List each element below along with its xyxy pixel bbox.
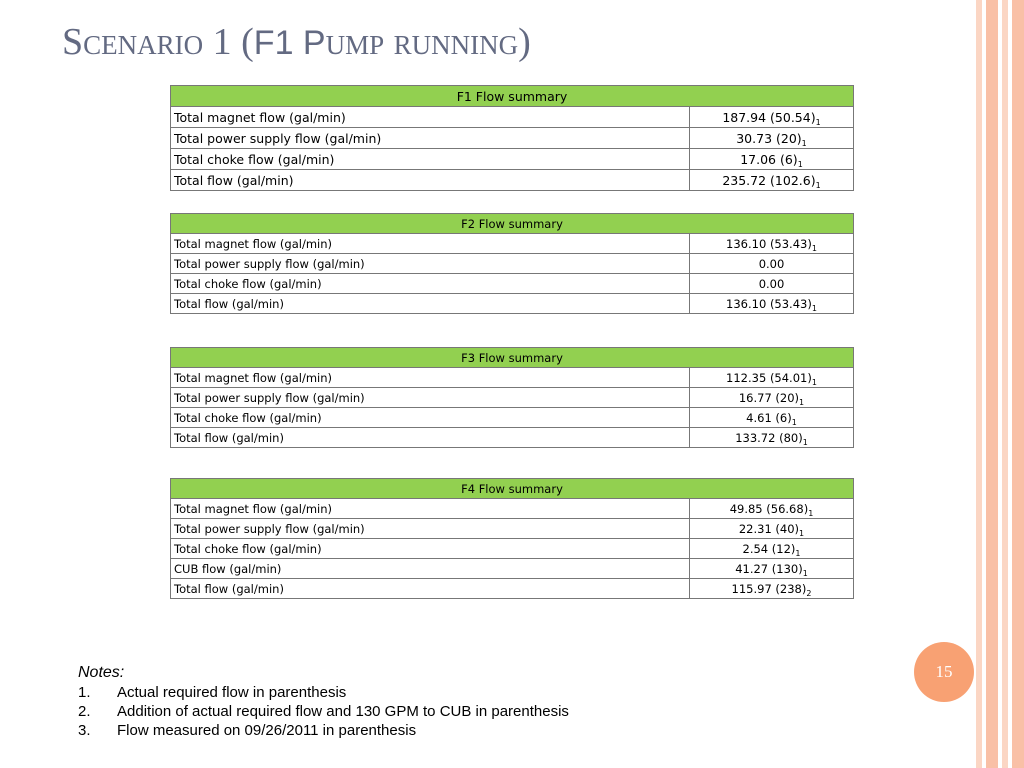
note-item: [78, 722, 569, 739]
row-value: 30.73 (20): [736, 130, 802, 146]
table-row: [171, 107, 854, 128]
slide-title: [62, 20, 531, 64]
stripe: [986, 0, 998, 768]
table-row: [171, 428, 854, 448]
note-text: Actual required flow in parenthesis: [117, 684, 347, 701]
row-value-cell: [690, 519, 854, 539]
row-value-cell: [690, 107, 854, 128]
footnote-ref: 1: [795, 548, 801, 558]
footnote-ref: 1: [799, 528, 805, 538]
table-header-row: [171, 348, 854, 368]
table-header-row: [171, 479, 854, 499]
notes-section: [78, 664, 569, 741]
row-value: 187.94 (50.54): [722, 109, 816, 125]
row-value-cell: [690, 559, 854, 579]
notes-title: Notes:: [78, 664, 125, 681]
footnote-ref: 1: [802, 568, 808, 578]
row-value: 41.27 (130): [735, 561, 803, 576]
table-header: F1 Flow summary: [171, 86, 854, 107]
table-header: F4 Flow summary: [171, 479, 854, 499]
row-value-cell: [690, 499, 854, 519]
footnote-ref: 1: [811, 243, 817, 253]
row-label: CUB flow (gal/min): [171, 559, 690, 579]
row-value: 0.00: [758, 276, 785, 291]
note-item: [78, 703, 569, 720]
table-row: [171, 499, 854, 519]
title-part: F1 P: [253, 24, 326, 62]
row-label: Total flow (gal/min): [171, 428, 690, 448]
table-header: F3 Flow summary: [171, 348, 854, 368]
title-part: Scenario 1 (: [62, 21, 254, 63]
decorative-stripes: [976, 0, 1024, 768]
table-row: [171, 579, 854, 599]
row-value-cell: [690, 539, 854, 559]
row-label: Total choke flow (gal/min): [171, 408, 690, 428]
row-value-cell: [690, 579, 854, 599]
row-value-cell: [690, 294, 854, 314]
row-value-cell: [690, 408, 854, 428]
row-value-cell: [690, 254, 854, 274]
row-value: 17.06 (6): [740, 151, 798, 167]
footnote-ref: 1: [815, 117, 821, 127]
footnote-ref: 1: [797, 159, 803, 169]
row-label: Total power supply flow (gal/min): [171, 128, 690, 149]
note-text: Addition of actual required flow and 130 GPM to CUB in parenthesis: [117, 703, 569, 720]
row-value: 136.10 (53.43): [726, 236, 812, 251]
row-value: 2.54 (12): [742, 541, 796, 556]
row-label: Total magnet flow (gal/min): [171, 368, 690, 388]
row-label: Total flow (gal/min): [171, 294, 690, 314]
stripe: [1002, 0, 1008, 768]
row-value: 0.00: [758, 256, 785, 271]
notes-list: [78, 684, 569, 739]
f1-flow-summary-table: [170, 85, 854, 191]
note-text: Flow measured on 09/26/2011 in parenthesis: [117, 722, 417, 739]
table-row: [171, 559, 854, 579]
table-row: [171, 519, 854, 539]
row-label: Total flow (gal/min): [171, 170, 690, 191]
page-number: 15: [935, 662, 953, 681]
page-number-badge: [914, 642, 974, 702]
row-value: 4.61 (6): [746, 410, 792, 425]
footnote-ref: 1: [811, 377, 817, 387]
footnote-ref: 1: [808, 508, 814, 518]
row-label: Total magnet flow (gal/min): [171, 107, 690, 128]
stripe: [976, 0, 982, 768]
row-value-cell: [690, 149, 854, 170]
stripe: [1012, 0, 1024, 768]
row-value: 115.97 (238): [731, 581, 807, 596]
table-row: [171, 234, 854, 254]
note-number: 3.: [78, 722, 91, 739]
f2-flow-summary-table: [170, 213, 854, 314]
table-row: [171, 368, 854, 388]
row-value-cell: [690, 368, 854, 388]
row-label: Total flow (gal/min): [171, 579, 690, 599]
row-value: 112.35 (54.01): [726, 370, 812, 385]
table-row: [171, 274, 854, 294]
row-value: 133.72 (80): [735, 430, 803, 445]
footnote-ref: 1: [799, 397, 805, 407]
table-row: [171, 388, 854, 408]
table-row: [171, 254, 854, 274]
row-label: Total power supply flow (gal/min): [171, 519, 690, 539]
row-label: Total power supply flow (gal/min): [171, 254, 690, 274]
table-row: [171, 539, 854, 559]
table-row: [171, 128, 854, 149]
row-label: Total magnet flow (gal/min): [171, 234, 690, 254]
row-label: Total choke flow (gal/min): [171, 539, 690, 559]
row-value-cell: [690, 170, 854, 191]
row-value-cell: [690, 388, 854, 408]
row-label: Total power supply flow (gal/min): [171, 388, 690, 408]
row-value: 16.77 (20): [738, 390, 800, 405]
table-row: [171, 294, 854, 314]
table-row: [171, 408, 854, 428]
table-header-row: [171, 86, 854, 107]
row-label: Total magnet flow (gal/min): [171, 499, 690, 519]
row-value-cell: [690, 234, 854, 254]
title-part: ump running): [325, 21, 531, 63]
f3-flow-summary-table: [170, 347, 854, 448]
table-header-row: [171, 214, 854, 234]
footnote-ref: 1: [811, 303, 817, 313]
row-label: Total choke flow (gal/min): [171, 149, 690, 170]
f4-flow-summary-table: [170, 478, 854, 599]
row-value: 136.10 (53.43): [726, 296, 812, 311]
row-value-cell: [690, 128, 854, 149]
footnote-ref: 2: [806, 588, 812, 598]
footnote-ref: 1: [801, 138, 807, 148]
row-value-cell: [690, 274, 854, 294]
note-number: 2.: [78, 703, 91, 720]
footnote-ref: 1: [791, 417, 797, 427]
note-item: [78, 684, 569, 701]
footnote-ref: 1: [815, 180, 821, 190]
table-row: [171, 149, 854, 170]
row-value: 49.85 (56.68): [729, 501, 809, 516]
footnote-ref: 1: [802, 437, 808, 447]
row-label: Total choke flow (gal/min): [171, 274, 690, 294]
row-value-cell: [690, 428, 854, 448]
row-value: 22.31 (40): [738, 521, 800, 536]
row-value: 235.72 (102.6): [722, 172, 816, 188]
table-row: [171, 170, 854, 191]
note-number: 1.: [78, 684, 91, 701]
table-header: F2 Flow summary: [171, 214, 854, 234]
